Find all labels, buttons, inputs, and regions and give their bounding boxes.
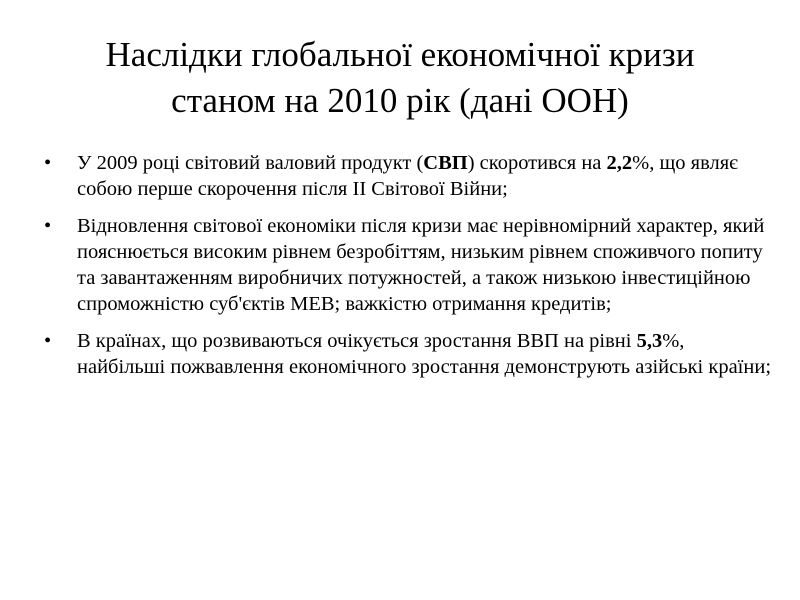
bullet-list [44, 150, 774, 391]
bullet-text [77, 152, 738, 200]
bullet-text-part: У 2009 році світовий валовий продукт ( [77, 152, 424, 174]
slide-title-line-2: станом на 2010 рік (дані ООН) [171, 81, 629, 120]
slide-title-line-1: Наслідки глобальної економічної кризи [105, 35, 695, 74]
bullet-text-part: %, що являє собою перше скорочення після ІІ Світової Війни; [77, 152, 738, 200]
slide-title [40, 32, 760, 124]
bullet-text-bold-part: СВП [423, 152, 468, 174]
bullet-item-uneven-recovery [44, 213, 774, 317]
bullet-text-bold-part: 5,3 [636, 330, 663, 352]
bullet-item-gdp-decline [44, 150, 774, 202]
bullet-text-part: ) скоротився на [467, 152, 607, 174]
bullet-text [77, 330, 771, 378]
bullet-item-developing-countries [44, 328, 774, 380]
bullet-icon: • [44, 215, 52, 237]
bullet-text-part: В країнах, що розвиваються очікується зростання ВВП на рівні [77, 330, 637, 352]
bullet-icon: • [44, 152, 52, 174]
bullet-text-part: Відновлення світової економіки після кризи має нерівномірний характер, який пояснюється високим рівнем безробіттям, низьким рівнем споживчого попиту та завантаженням виробничих потужностей, а також низькою інвестиційною спроможністю суб'єктів МЕВ; важкістю отримання кредитів; [77, 215, 765, 315]
bullet-text-bold-part: 2,2 [606, 152, 633, 174]
bullet-text-part: %, найбільші пожвавлення економічного зростання демонструють азійські країни; [77, 330, 772, 378]
bullet-text [77, 215, 764, 315]
bullet-icon: • [44, 330, 52, 352]
